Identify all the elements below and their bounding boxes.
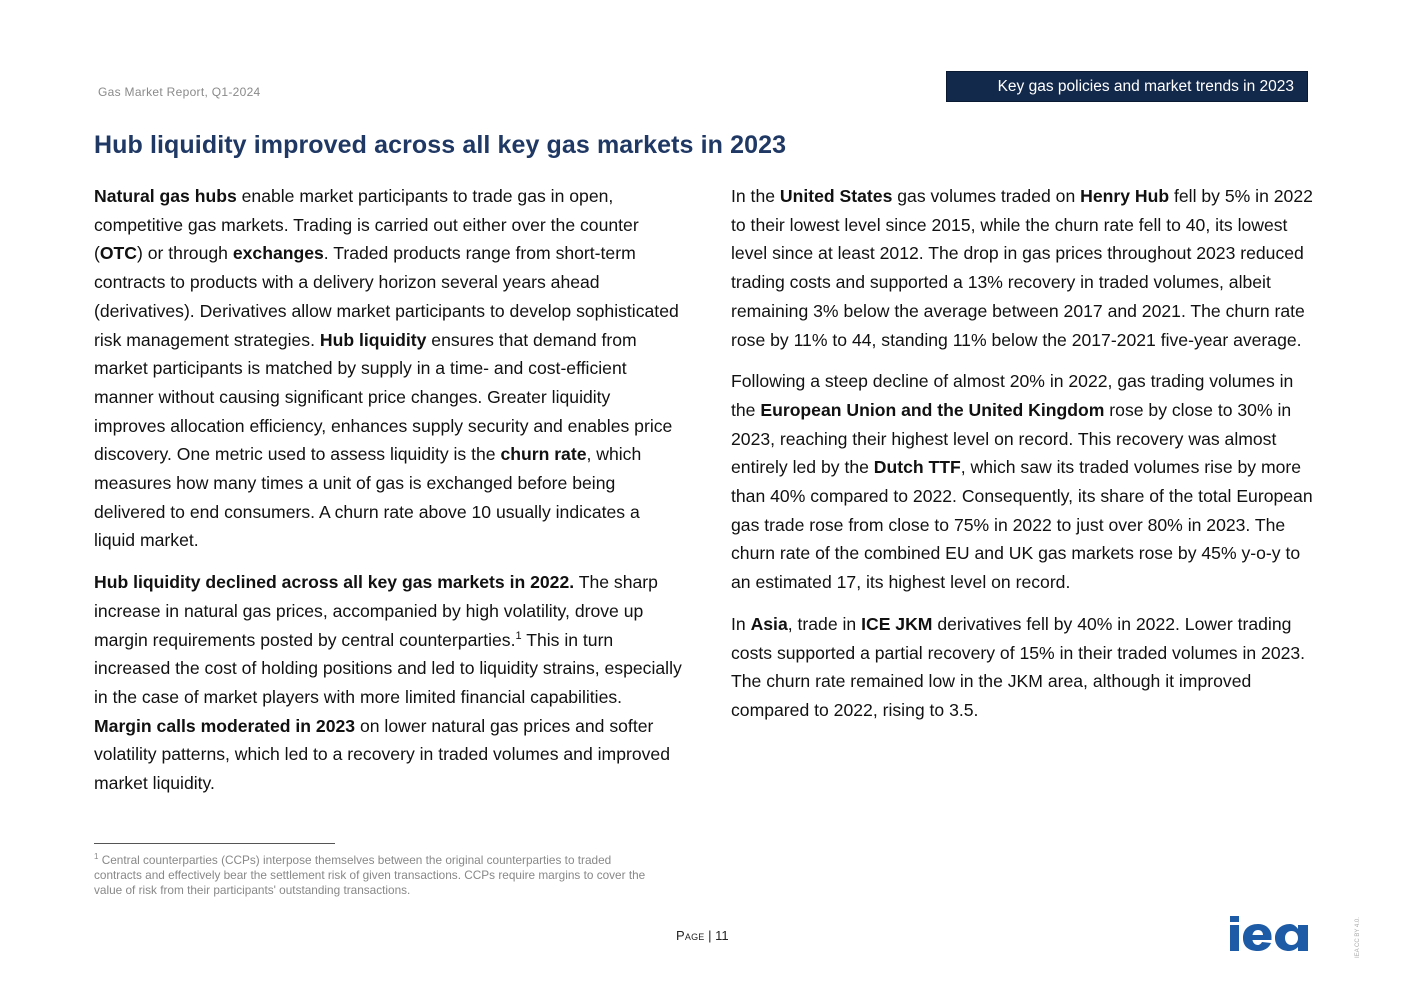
paragraph-united-states: In the United States gas volumes traded on Henry Hub fell by 5% in 2022 to their lowest level since 2015, while the churn rate fell to 40, its lowest level since at least 2012. The drop in gas prices throughout 2023 reduced trading costs and supported a 13% recovery in traded volumes, albeit remaining 3% below the average between 2017 and 2021. The churn rate rose by 11% to 44, standing 11% below the 2017-2021 five-year average. (731, 186, 1313, 350)
license-notice: IEA CC BY 4.0. (1355, 917, 1361, 958)
right-column (731, 182, 1321, 738)
page-title: Hub liquidity improved across all key gas markets in 2023 (94, 131, 787, 159)
page-number: Page | 11 (676, 928, 729, 943)
running-head: Gas Market Report, Q1-2024 (98, 85, 261, 99)
iea-logo-icon (1228, 916, 1310, 952)
logo-text: iea (1228, 916, 1230, 917)
heading-liquidity-declined: Hub liquidity declined across all key gas markets in 2022. (94, 572, 575, 593)
paragraph-asia: In Asia, trade in ICE JKM derivatives fell by 40% in 2022. Lower trading costs supported a partial recovery of 15% in their traded volumes in 2023. The churn rate remained low in the JKM area, although it improved compared to 2022, rising to 3.5. (731, 613, 1306, 720)
term-united-states: United States (779, 186, 893, 206)
section-tab: Key gas policies and market trends in 2023 (946, 71, 1308, 102)
term-natural-gas-hubs: Natural gas hubs (94, 186, 237, 206)
term-dutch-ttf: Dutch TTF (873, 457, 961, 478)
footnote-marker: 1 (94, 852, 99, 862)
term-hub-liquidity: Hub liquidity (319, 329, 427, 350)
paragraph-liquidity-2022: Hub liquidity declined across all key gas markets in 2022. The sharp increase in natural gas prices, accompanied by high volatility, drove up margin requirements posted by central counterparties.$^1$ This in turn increased the cost of holding positions and led to liquidity strains, especially in the case of market players with more limited financial capabilities. Margin calls moderated in 2023 on lower natural gas prices and softer volatility patterns, which led to a recovery in traded volumes and improved market liquidity. (94, 572, 682, 794)
term-asia: Asia (750, 613, 788, 634)
left-column (94, 182, 684, 811)
term-henry-hub: Henry Hub (1080, 186, 1170, 206)
term-churn-rate: churn rate (500, 444, 587, 465)
term-exchanges: exchanges (232, 243, 324, 264)
paragraph-europe: Following a steep decline of almost 20% in 2022, gas trading volumes in the European Union and the United Kingdom rose by close to 30% in 2023, reaching their highest level on record. This recovery was almost entirely led by the Dutch TTF, which saw its traded volumes rise by more than 40% compared to 2022. Consequently, its share of the total European gas trade rose from close to 75% in 2022 to just over 80% in 2023. The churn rate of the combined EU and UK gas markets rose by 45% y-o-y to an estimated 17, its highest level on record. (731, 371, 1313, 593)
term-eu-uk: European Union and the United Kingdom (760, 399, 1105, 420)
footnote-reference[interactable]: 1 (515, 629, 522, 642)
heading-margin-calls: Margin calls moderated in 2023 (94, 715, 356, 736)
footnote-divider (94, 843, 335, 844)
paragraph-hub-definition: Natural gas hubs enable market participants to trade gas in open, competitive gas markets. Trading is carried out either over the counter (OTC) or through exchanges. Traded products range from short-term contracts to products with a delivery horizon several years ahead (derivatives). Derivatives allow market participants to develop sophisticated risk management strategies. Hub liquidity ensures that demand from market participants is matched by supply in a time- and cost-efficient manner without causing significant price changes. Greater liquidity improves allocation efficiency, enhances supply security and enables price discovery. One metric used to assess liquidity is the churn rate, which measures how many times a unit of gas is exchanged before being delivered to end consumers. A churn rate above 10 usually indicates a liquid market. (94, 186, 679, 551)
term-ice-jkm: ICE JKM (861, 613, 933, 634)
footnote: $^1$ Central counterparties (CCPs) interpose themselves between the original counterparties to traded contracts and effectively bear the settlement risk of given transactions. CCPs require margins to cover the value of risk from their participants' outstanding transactions. (94, 852, 646, 897)
term-otc: OTC (99, 243, 137, 264)
